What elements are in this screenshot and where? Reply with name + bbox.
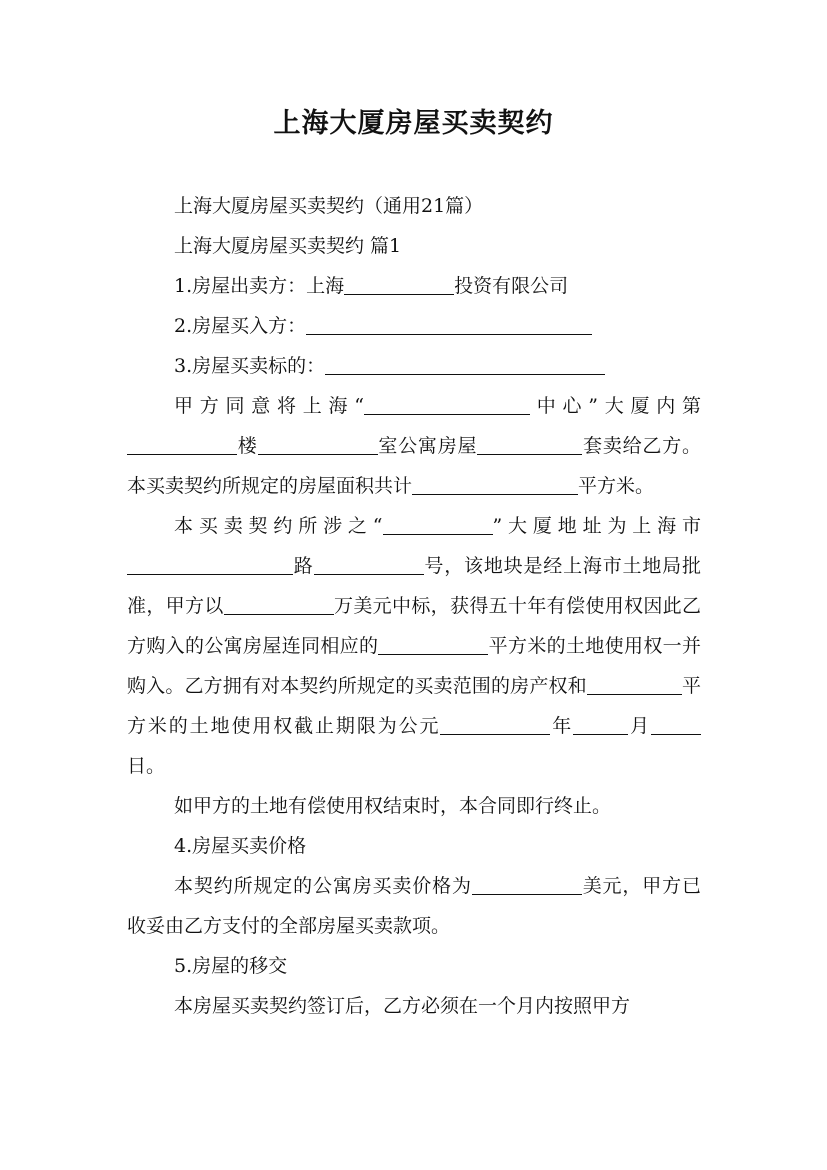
text-span: 路 [293, 555, 314, 577]
text-span: 5.房屋的移交 [174, 955, 288, 977]
blank-field [573, 714, 628, 735]
text-span: 平方米。 [578, 475, 655, 497]
blank-field [651, 714, 701, 735]
seller-blank [344, 274, 454, 295]
blank-field [314, 554, 424, 575]
subject-line [127, 346, 701, 386]
text-span: 平方米的土地使用权一并购入。乙方拥有对本契约所规定的买卖范围的房产权和 [127, 635, 701, 697]
blank-field [127, 434, 237, 455]
blank-field [412, 474, 578, 495]
text-span: 号，该地块是经上海市土地局批准，甲方以 [127, 555, 701, 617]
subtitle-text: 上海大厦房屋买卖契约（通用21篇） [174, 195, 484, 217]
blank-field [440, 714, 550, 735]
blank-field [383, 514, 493, 535]
document-body [127, 186, 701, 1026]
blank-field [127, 554, 293, 575]
paragraph-transfer [127, 986, 701, 1026]
paragraph-price [127, 866, 701, 946]
blank-field [224, 594, 334, 615]
text-span: 月 [628, 715, 651, 737]
blank-field [258, 434, 378, 455]
text-span: 本契约所规定的公寓房买卖价格为 [174, 875, 472, 897]
text-span: 室公寓房屋 [377, 435, 478, 457]
buyer-line [127, 306, 701, 346]
subject-blank [325, 354, 605, 375]
heading-transfer [127, 946, 701, 986]
subtitle-line [127, 186, 701, 226]
seller-line [127, 266, 701, 306]
text-span: 平方米的土地使用权截止期限为公元 [127, 675, 701, 737]
text-span: ”大厦地址为上海市 [492, 515, 701, 537]
text-span: 4.房屋买卖价格 [174, 835, 307, 857]
buyer-blank [306, 314, 592, 335]
text-span: 本买卖契约所涉之“ [174, 515, 383, 537]
section-heading [127, 226, 701, 266]
section-heading-text: 上海大厦房屋买卖契约 篇1 [174, 235, 402, 257]
blank-field [587, 674, 682, 695]
text-span: 中心”大厦内第 [530, 395, 701, 417]
text-span: 年 [550, 715, 574, 737]
subject-label: 3.房屋买卖标的： [174, 355, 326, 377]
paragraph-termination [127, 786, 701, 826]
seller-label: 1.房屋出卖方：上海 [174, 275, 345, 297]
text-span: 美元，甲方已收妥由乙方支付的全部房屋买卖款项。 [127, 875, 701, 937]
paragraph-property [127, 386, 701, 506]
text-span: 日。 [127, 755, 166, 777]
paragraph-address [127, 506, 701, 786]
text-span: 甲方同意将上海“ [174, 395, 364, 417]
text-span: 楼 [237, 435, 258, 457]
blank-field [364, 394, 530, 415]
blank-field [472, 874, 582, 895]
blank-field [378, 634, 488, 655]
text-span: 本房屋买卖契约签订后，乙方必须在一个月内按照甲方 [174, 995, 631, 1017]
document-title: 上海大厦房屋买卖契约 [273, 108, 554, 139]
text-span: 套卖给乙方。本买卖契约所规定的房屋面积共计 [127, 435, 701, 497]
text-span: 万美元中标，获得五十年有偿使用权因此乙方购入的公寓房屋连同相应的 [127, 595, 701, 657]
buyer-label: 2.房屋买入方： [174, 315, 307, 337]
blank-field [477, 434, 582, 455]
seller-suffix: 投资有限公司 [454, 275, 569, 297]
heading-price [127, 826, 701, 866]
text-span: 如甲方的土地有偿使用权结束时，本合同即行终止。 [174, 795, 612, 817]
